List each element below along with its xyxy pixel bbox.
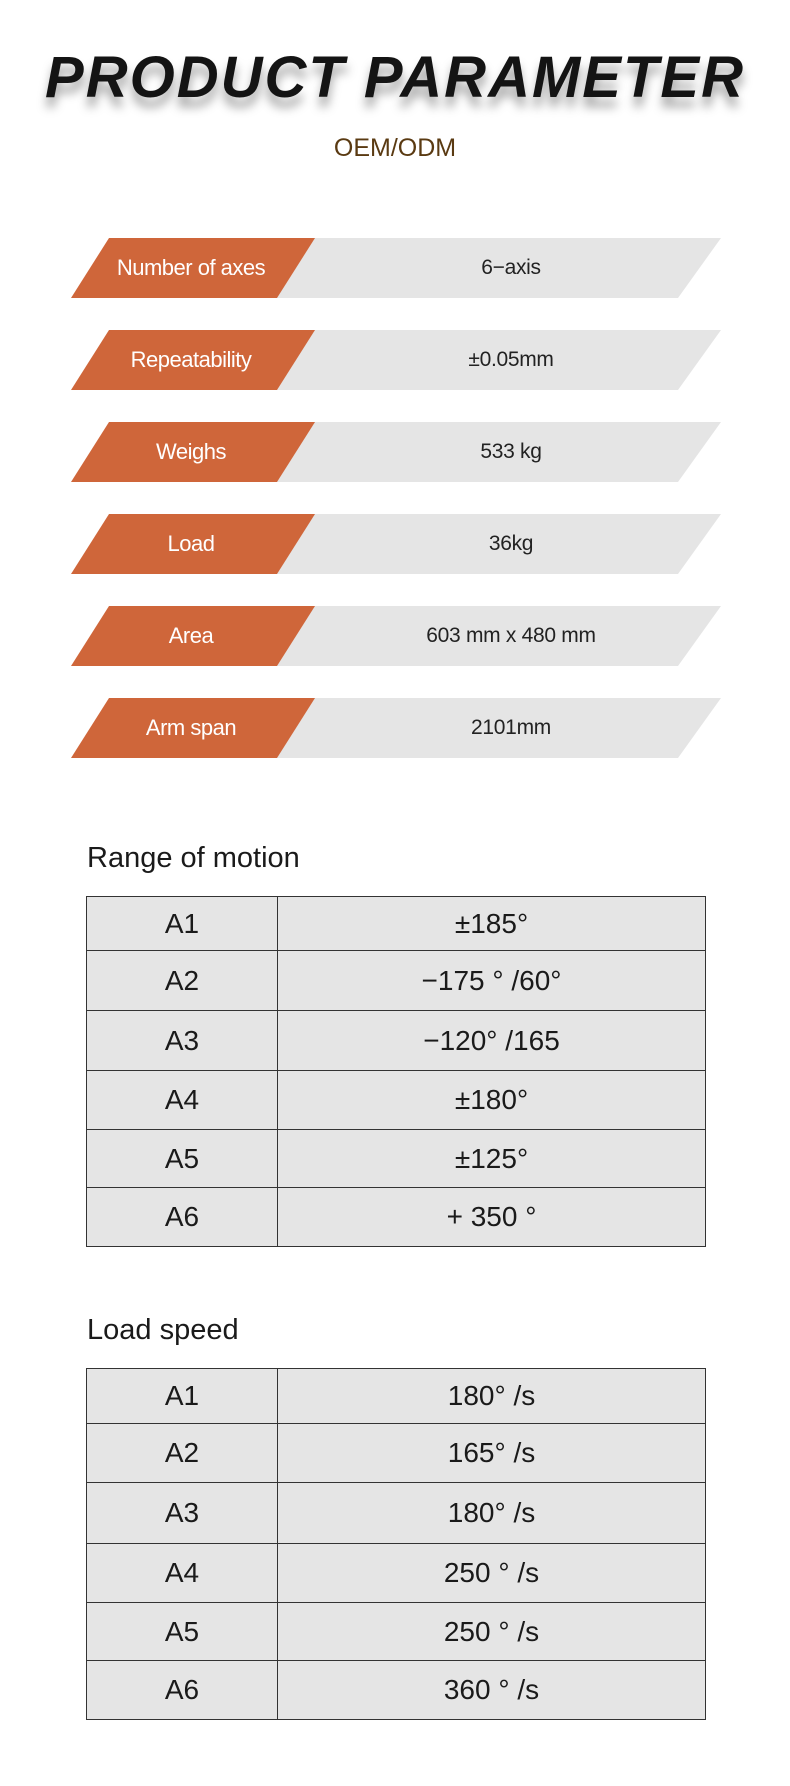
- value-cell: ±125°: [278, 1130, 706, 1188]
- value-cell: 180° /s: [278, 1483, 706, 1544]
- table-row: [87, 1544, 706, 1603]
- parameter-value: 6−axis: [481, 256, 541, 279]
- parameter-value: 36kg: [488, 532, 534, 555]
- table-row: [87, 1011, 706, 1071]
- axis-cell: A1: [87, 897, 278, 951]
- value-cell: 165° /s: [278, 1424, 706, 1483]
- axis-cell: A2: [87, 1424, 278, 1483]
- table-row: [87, 897, 706, 951]
- table-row: [87, 1130, 706, 1188]
- table-row: [87, 1424, 706, 1483]
- parameter-label: Weighs: [156, 439, 226, 464]
- parameter-row: [71, 238, 721, 298]
- parameter-label: Number of axes: [116, 255, 266, 280]
- axis-cell: A4: [87, 1544, 278, 1603]
- parameter-row: [71, 606, 721, 666]
- parameter-value: 533 kg: [480, 440, 542, 463]
- value-cell: −120° /165: [278, 1011, 706, 1071]
- parameter-row: [71, 330, 721, 390]
- parameter-label: Repeatability: [130, 347, 252, 372]
- parameter-list: [71, 238, 721, 790]
- axis-cell: A3: [87, 1011, 278, 1071]
- parameter-value: 2101mm: [471, 716, 551, 739]
- axis-cell: A2: [87, 951, 278, 1011]
- table-row: [87, 1661, 706, 1720]
- axis-cell: A6: [87, 1188, 278, 1247]
- table-row: [87, 1483, 706, 1544]
- parameter-label: Area: [168, 623, 214, 648]
- value-cell: ±185°: [278, 897, 706, 951]
- value-cell: 250 ° /s: [278, 1544, 706, 1603]
- parameter-label: Load: [167, 531, 215, 556]
- parameter-value: 603 mm x 480 mm: [426, 624, 596, 647]
- page-title: PRODUCT PARAMETER: [45, 45, 745, 110]
- table-row: [87, 1369, 706, 1424]
- table-row: [87, 951, 706, 1011]
- axis-cell: A4: [87, 1071, 278, 1130]
- parameter-value: ±0.05mm: [468, 348, 554, 371]
- axis-cell: A1: [87, 1369, 278, 1424]
- axis-cell: A3: [87, 1483, 278, 1544]
- value-cell: 250 ° /s: [278, 1603, 706, 1661]
- value-cell: 180° /s: [278, 1369, 706, 1424]
- table-row: [87, 1188, 706, 1247]
- load-speed-table: [86, 1368, 706, 1720]
- value-cell: + 350 °: [278, 1188, 706, 1247]
- value-cell: ±180°: [278, 1071, 706, 1130]
- parameter-row: [71, 698, 721, 758]
- range-of-motion-table: [86, 896, 706, 1247]
- value-cell: −175 ° /60°: [278, 951, 706, 1011]
- axis-cell: A5: [87, 1130, 278, 1188]
- parameter-row: [71, 422, 721, 482]
- table-row: [87, 1071, 706, 1130]
- range-of-motion-heading: Range of motion: [87, 842, 300, 874]
- parameter-row: [71, 514, 721, 574]
- axis-cell: A5: [87, 1603, 278, 1661]
- parameter-label: Arm span: [145, 715, 237, 740]
- table-row: [87, 1603, 706, 1661]
- axis-cell: A6: [87, 1661, 278, 1720]
- page-subtitle: OEM/ODM: [333, 134, 457, 162]
- value-cell: 360 ° /s: [278, 1661, 706, 1720]
- load-speed-heading: Load speed: [87, 1314, 239, 1346]
